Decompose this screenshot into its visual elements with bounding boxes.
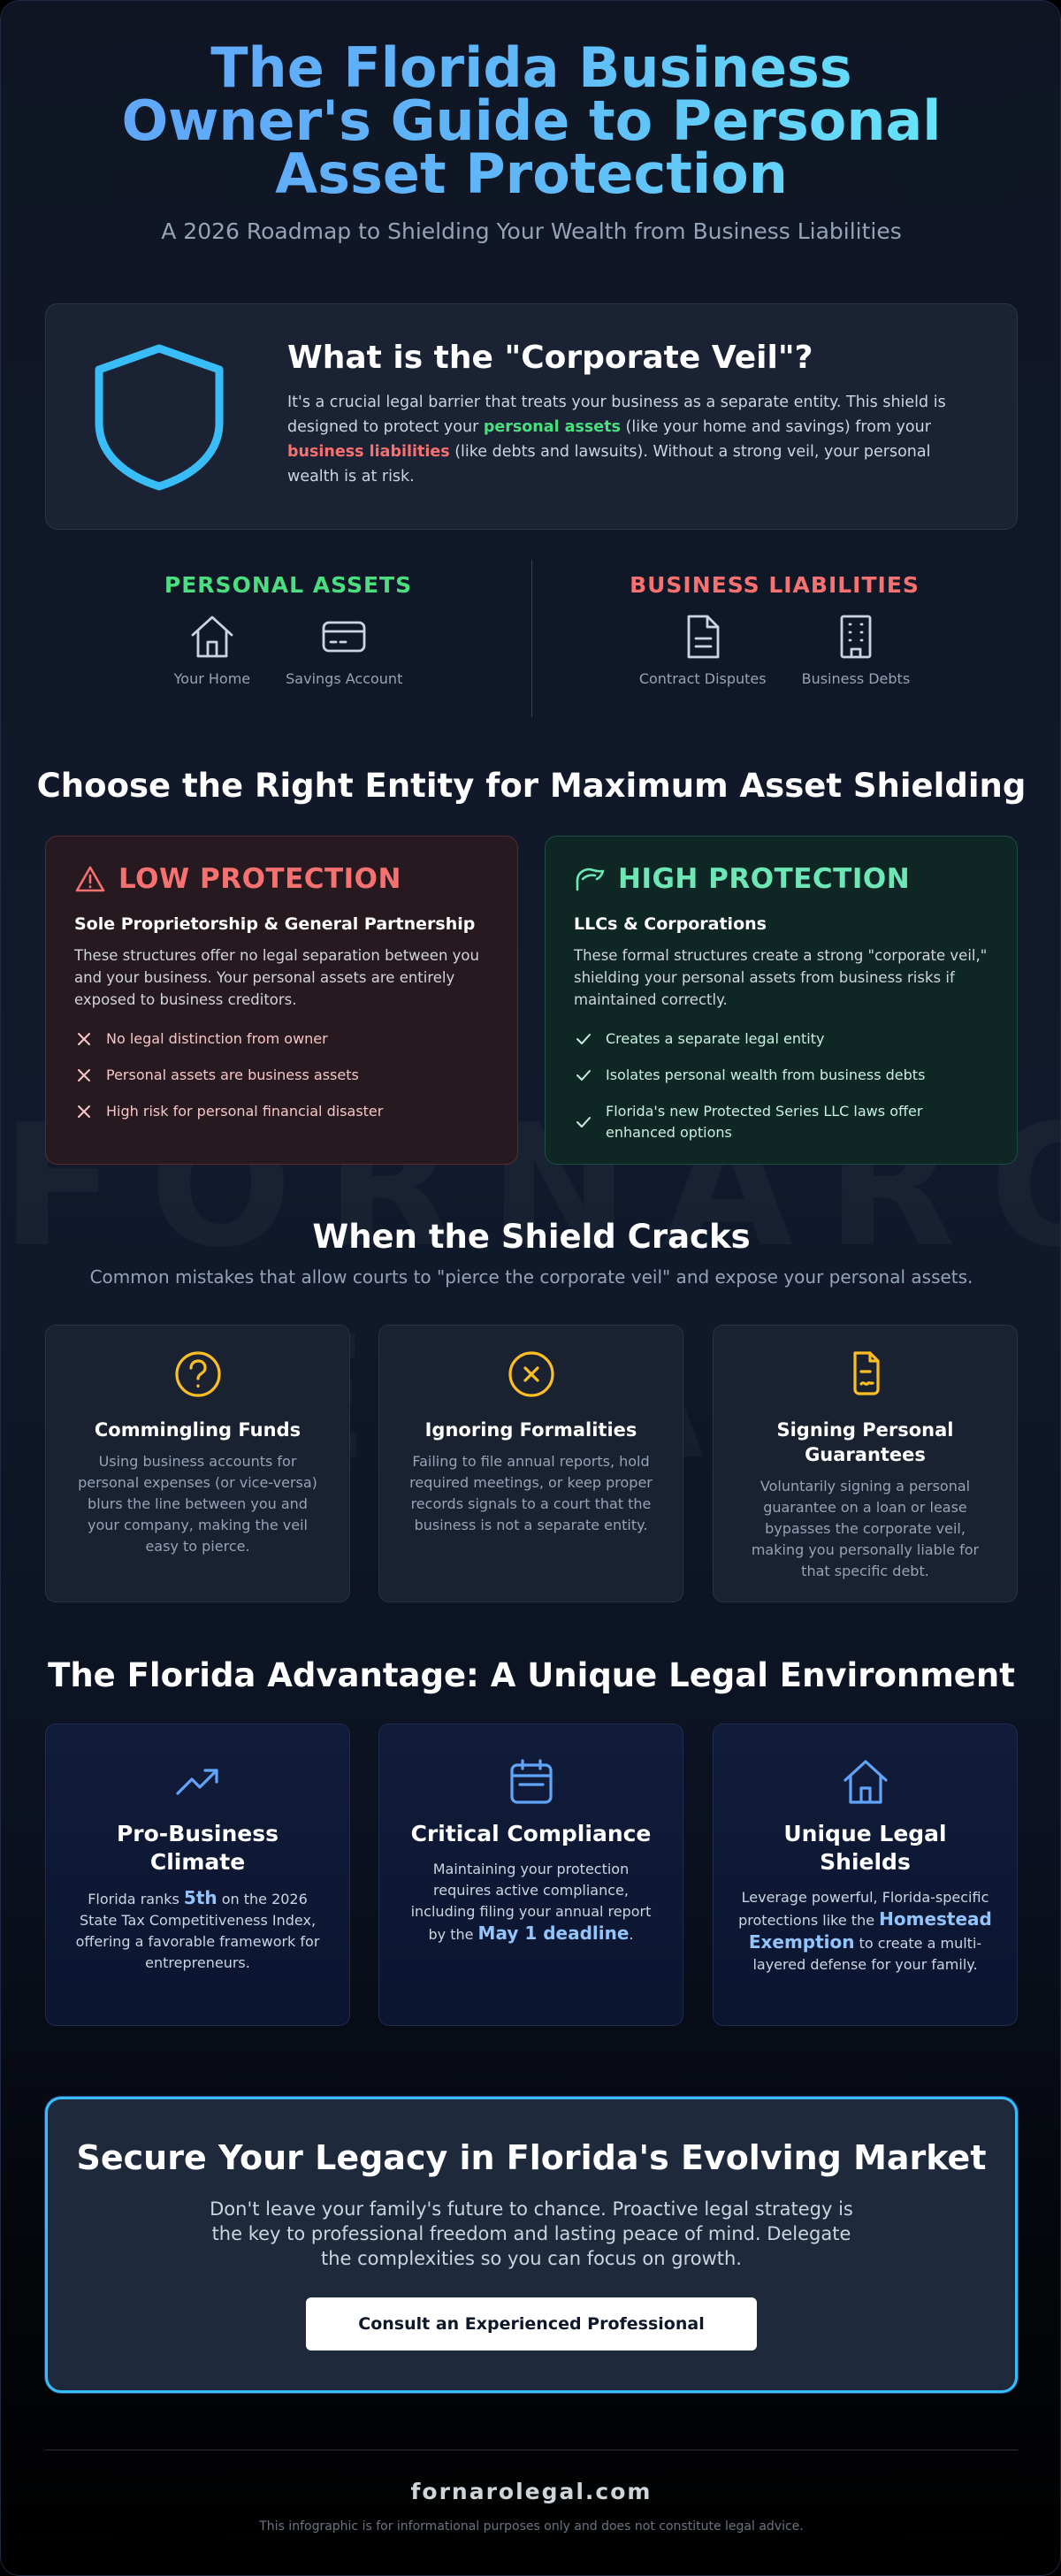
entity-section-title: Choose the Right Entity for Maximum Asset Shielding xyxy=(36,767,1027,805)
signed-document-icon xyxy=(840,1349,891,1400)
check-icon xyxy=(574,1029,593,1049)
mistake-body: Using business accounts for personal expenses (or vice-versa) blurs the line between you and your company, making the veil easy to pierce. xyxy=(78,1453,317,1555)
veil-text xyxy=(287,340,977,489)
consult-professional-button[interactable]: Consult an Experienced Professional xyxy=(306,2297,757,2351)
asset-label: Savings Account xyxy=(286,670,403,687)
mistake-card-guarantees xyxy=(713,1325,1018,1602)
mistake-title: Ignoring Formalities xyxy=(424,1419,637,1441)
florida-card-shields xyxy=(713,1724,1018,2026)
personal-assets-highlight: personal assets xyxy=(483,418,621,436)
list-item: Personal assets are business assets xyxy=(74,1065,489,1086)
high-protection-title: HIGH PROTECTION xyxy=(618,863,911,895)
personal-assets-heading: PERSONAL ASSETS xyxy=(164,572,413,598)
x-icon xyxy=(74,1066,94,1085)
liability-item-contracts xyxy=(639,612,767,687)
low-protection-card xyxy=(45,836,518,1165)
mistake-title: Commingling Funds xyxy=(94,1419,302,1441)
low-protection-title: LOW PROTECTION xyxy=(118,863,401,895)
mistake-title: Signing Personal Guarantees xyxy=(776,1419,954,1465)
cracks-section-title: When the Shield Cracks xyxy=(312,1218,751,1256)
liability-label: Contract Disputes xyxy=(638,670,767,687)
business-liabilities-heading: BUSINESS LIABILITIES xyxy=(630,572,920,598)
shield-leaf-icon xyxy=(574,863,606,895)
homestead-highlight: Homestead Exemption xyxy=(748,1908,992,1953)
florida-card-body: Maintaining your protection requires active compliance, including filing your annual report by the May 1 deadline. xyxy=(410,1861,652,1944)
footer-disclaimer: This infographic is for informational purposes only and does not constitute legal advice. xyxy=(259,2519,804,2534)
liability-item-debts xyxy=(802,612,911,687)
veil-body: It's a crucial legal barrier that treats your business as a separate entity. This shield is designed to protect your personal assets (like your home and savings) from your business liabilities (like debts and lawsuits). Without a strong veil, your personal wealth is at risk. xyxy=(287,394,946,485)
check-icon xyxy=(574,1112,593,1132)
warning-icon xyxy=(74,863,106,895)
list-item: Florida's new Protected Series LLC laws offer enhanced options xyxy=(574,1101,988,1143)
florida-card-climate xyxy=(45,1724,350,2026)
low-protection-entity: Sole Proprietorship & General Partnership xyxy=(74,914,476,934)
high-protection-card xyxy=(545,836,1018,1165)
cta-title: Secure Your Legacy in Florida's Evolving Market xyxy=(76,2138,987,2177)
asset-label: Your Home xyxy=(173,670,251,687)
veil-title: What is the "Corporate Veil"? xyxy=(287,340,813,376)
liability-label: Business Debts xyxy=(801,670,911,687)
florida-card-title: Critical Compliance xyxy=(410,1821,652,1846)
footer-website-link[interactable]: fornarolegal.com xyxy=(410,2479,653,2504)
trending-up-icon xyxy=(172,1756,224,1808)
mistake-card-commingling xyxy=(45,1325,350,1602)
cracks-section-subtitle: Common mistakes that allow courts to "pierce the corporate veil" and expose your personal assets. xyxy=(89,1266,973,1288)
list-item: No legal distinction from owner xyxy=(74,1028,489,1050)
cta-body: Don't leave your family's future to chance. Proactive legal strategy is the key to professional freedom and lasting peace of mind. Delegate the complexities so you can focus on growth. xyxy=(210,2198,853,2269)
florida-card-compliance xyxy=(378,1724,683,2026)
asset-item-home xyxy=(174,612,251,687)
header xyxy=(1,35,1061,244)
high-protection-description: These formal structures create a strong "corporate veil," shielding your personal assets from business risks if maintained correctly. xyxy=(574,947,988,1008)
calendar-icon xyxy=(506,1756,557,1808)
florida-card-body: Florida ranks 5th on the 2026 State Tax Competitiveness Index, offering a favorable framework for entrepreneurs. xyxy=(75,1887,320,1971)
call-to-action-box xyxy=(45,2097,1018,2393)
list-item: High risk for personal financial disaster xyxy=(74,1101,489,1122)
florida-section-title: The Florida Advantage: A Unique Legal Environment xyxy=(48,1656,1015,1694)
check-icon xyxy=(574,1066,593,1085)
list-item: Creates a separate legal entity xyxy=(574,1028,988,1050)
question-icon xyxy=(172,1349,224,1400)
mistake-body: Voluntarily signing a personal guarantee on a loan or lease bypasses the corporate veil, making you personally liable for that specific debt. xyxy=(751,1478,980,1579)
x-icon xyxy=(74,1029,94,1049)
document-icon xyxy=(678,612,728,661)
mistake-body: Failing to file annual reports, hold required meetings, or keep proper records signals to a court that the business is not a separate entity. xyxy=(409,1453,653,1533)
home-icon xyxy=(840,1756,891,1808)
shield-icon xyxy=(88,341,230,492)
business-liabilities-column xyxy=(531,558,1018,687)
assets-vs-liabilities xyxy=(45,558,1018,717)
florida-card-title: Unique Legal Shields xyxy=(783,1821,947,1875)
list-item: Isolates personal wealth from business debts xyxy=(574,1065,988,1086)
credit-card-icon xyxy=(319,612,369,661)
ranking-highlight: 5th xyxy=(183,1887,218,1908)
home-icon xyxy=(187,612,237,661)
x-circle-icon xyxy=(506,1349,557,1400)
corporate-veil-card xyxy=(45,303,1018,530)
building-icon xyxy=(831,612,881,661)
florida-card-body: Leverage powerful, Florida-specific protections like the Homestead Exemption to create a multi-layered defense for your family. xyxy=(738,1889,992,1973)
business-liabilities-highlight: business liabilities xyxy=(287,443,450,461)
personal-assets-column xyxy=(45,558,531,687)
page-subtitle: A 2026 Roadmap to Shielding Your Wealth from Business Liabilities xyxy=(161,218,902,244)
deadline-highlight: May 1 deadline xyxy=(477,1922,630,1944)
mistake-card-formalities xyxy=(378,1325,683,1602)
high-protection-list xyxy=(574,1028,988,1143)
high-protection-entity: LLCs & Corporations xyxy=(574,914,767,934)
asset-item-savings xyxy=(286,612,402,687)
x-icon xyxy=(74,1102,94,1121)
florida-card-title: Pro-Business Climate xyxy=(116,1821,279,1875)
low-protection-list xyxy=(74,1028,489,1122)
page-title: The Florida Business Owner's Guide to Personal Asset Protection xyxy=(89,42,973,201)
low-protection-description: These structures offer no legal separation between you and your business. Your personal assets are entirely exposed to business creditors. xyxy=(74,947,479,1008)
